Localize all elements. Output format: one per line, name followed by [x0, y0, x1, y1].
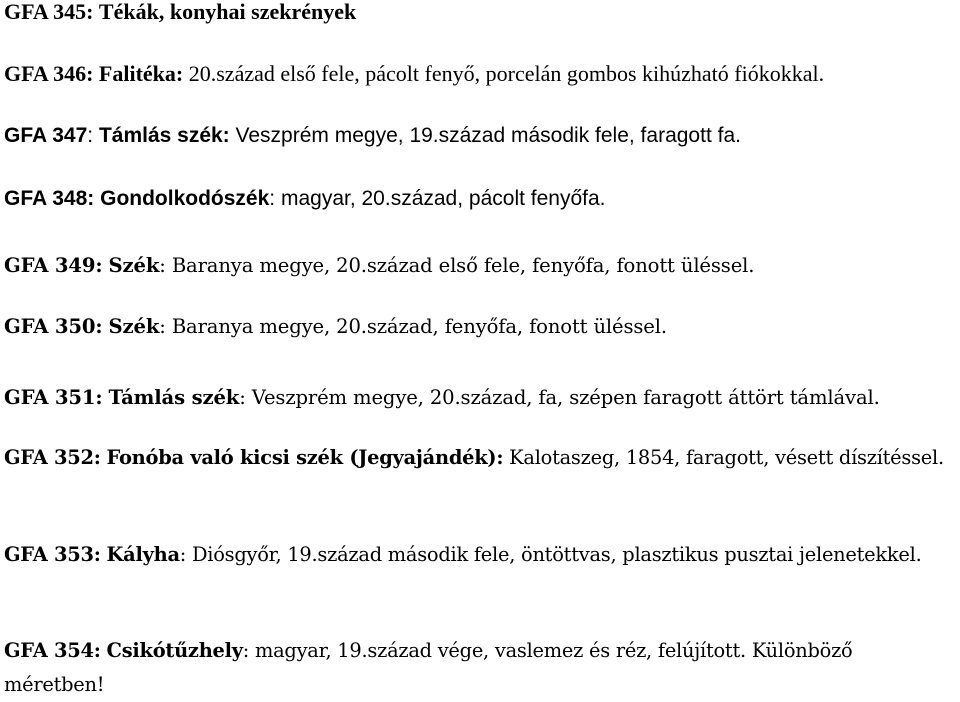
catalog-entry-346: [4, 55, 956, 93]
entry-description: Veszprém megye, 20.század, fa, szépen faragott áttört támlával.: [251, 386, 880, 409]
catalog-entry-351: [4, 379, 956, 417]
entry-title: Támlás szék:: [98, 124, 230, 147]
catalog-entry-348: [4, 180, 956, 218]
catalog-entry-352: [4, 441, 956, 475]
entry-title: Gondolkodószék: [100, 187, 270, 210]
entry-code: GFA 352:: [4, 446, 101, 469]
entry-description: magyar, 19.század vége, vaslemez és réz, felújított. Különböző méretben!: [4, 639, 853, 696]
catalog-entry-347: [4, 117, 956, 155]
entry-description: Baranya megye, 20.század, fenyőfa, fonott üléssel.: [171, 315, 667, 338]
entry-title: Tékák, konyhai szekrények: [98, 0, 357, 24]
catalog-entry-353: [4, 538, 956, 572]
entry-code: GFA 349:: [4, 254, 103, 277]
entry-title: Fonóba való kicsi szék (Jegyajándék):: [106, 446, 504, 469]
entry-title: Támlás szék: [108, 386, 240, 409]
entry-code: GFA 353:: [4, 543, 101, 566]
entry-title: Falitéka:: [98, 61, 184, 86]
entry-separator: :: [239, 386, 252, 409]
entry-code: GFA 354:: [4, 639, 101, 662]
entry-separator: :: [159, 315, 172, 338]
entry-title: Csikótűzhely: [106, 639, 243, 662]
entry-title: Kályha: [106, 543, 180, 566]
entry-title: Szék: [108, 254, 160, 277]
entry-separator: :: [159, 254, 172, 277]
entry-description: Veszprém megye, 19.század második fele, faragott fa.: [235, 124, 741, 147]
entry-description: Baranya megye, 20.század első fele, fenyőfa, fonott üléssel.: [171, 254, 755, 277]
entry-description: 20.század első fele, pácolt fenyő, porcelán gombos kihúzható fiókokkal.: [188, 61, 825, 86]
entry-separator: :: [179, 543, 192, 566]
catalog-entry-345: [4, 0, 956, 31]
entry-description: Kalotaszeg, 1854, faragott, vésett díszítéssel.: [509, 446, 944, 469]
entry-title: Szék: [108, 315, 160, 338]
catalog-entry-349: [4, 247, 956, 285]
entry-code: GFA 351:: [4, 386, 103, 409]
entry-description: Diósgyőr, 19.század második fele, öntöttvas, plasztikus pusztai jelenetekkel.: [191, 543, 922, 566]
entry-code: GFA 345:: [4, 0, 94, 24]
entry-description: magyar, 20.század, pácolt fenyőfa.: [280, 187, 606, 210]
entry-code: GFA 347: [4, 124, 88, 147]
entry-code: GFA 346:: [4, 61, 94, 86]
catalog-entry-354: [4, 634, 956, 702]
entry-separator: :: [87, 124, 99, 147]
catalog-entry-350: [4, 308, 956, 346]
entry-separator: :: [242, 639, 255, 662]
entry-code: GFA 348:: [4, 187, 95, 210]
entry-code: GFA 350:: [4, 315, 103, 338]
entry-separator: :: [269, 187, 281, 210]
